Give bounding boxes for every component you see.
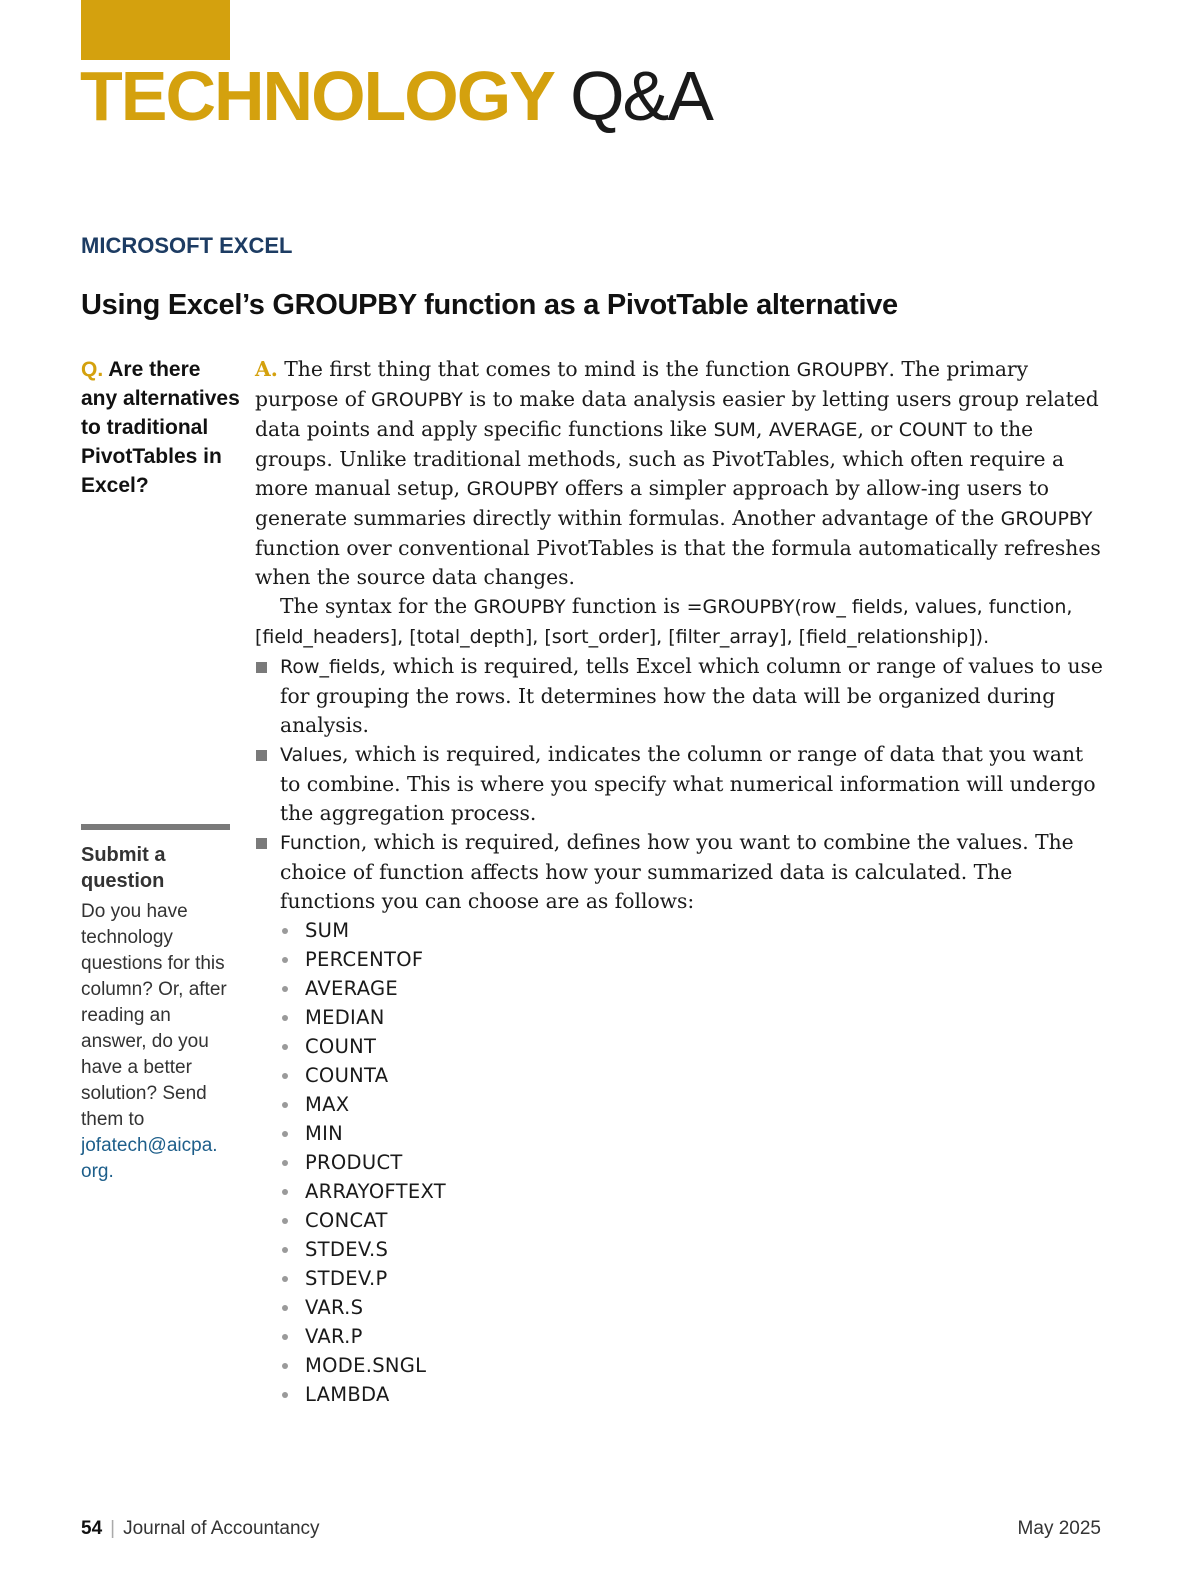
answer-marker: A. <box>255 357 278 381</box>
function-item <box>280 1293 1105 1322</box>
square-bullet-icon <box>256 838 267 849</box>
function-item <box>280 1003 1105 1032</box>
argument-item-values <box>255 740 1105 828</box>
issue-date: May 2025 <box>1017 1518 1101 1539</box>
syntax-formula: =GROUPBY(row_ fields, values, function, [field_headers], [total_depth], [sort_order], [filter_array], [field_relationship]). <box>255 596 1073 648</box>
argument-term: Row_fields <box>280 656 380 678</box>
bullet-dot-icon <box>282 1218 288 1224</box>
code-term: SUM <box>713 419 756 441</box>
argument-text: , which is required, tells Excel which column or range of values to use for grouping the rows. It determines how the data will be organized during analysis. <box>280 654 1103 737</box>
question-block <box>81 355 241 500</box>
bullet-dot-icon <box>282 986 288 992</box>
answer-p1-text: , or <box>857 417 899 441</box>
square-bullet-icon <box>256 662 267 673</box>
code-term: GROUPBY <box>1000 508 1093 530</box>
bullet-dot-icon <box>282 1334 288 1340</box>
function-item <box>280 1264 1105 1293</box>
masthead-word-technology: TECHNOLOGY <box>80 57 553 135</box>
sidebar-title: Submit a question <box>81 844 166 892</box>
question-text: Are there any alternatives to traditional PivotTables in Excel? <box>81 358 240 497</box>
function-name: STDEV.P <box>305 1267 388 1290</box>
function-name: MODE.SNGL <box>305 1354 427 1377</box>
syntax-intro-2: function is <box>565 594 687 618</box>
bullet-dot-icon <box>282 1160 288 1166</box>
function-item <box>280 945 1105 974</box>
function-name: CONCAT <box>305 1209 388 1232</box>
page-number: 54 <box>81 1518 103 1539</box>
argument-item-row-fields <box>255 652 1105 740</box>
answer-p1-text: is to make data analysis easier by letting users group related data points and apply specific functions like <box>255 387 1099 441</box>
function-name: SUM <box>305 919 350 942</box>
bullet-dot-icon <box>282 1363 288 1369</box>
bullet-dot-icon <box>282 928 288 934</box>
function-name: VAR.P <box>305 1325 363 1348</box>
argument-text: , which is required, defines how you want to combine the values. The choice of function affects how your summarized data is calculated. The functions you can choose are as follows: <box>280 830 1074 913</box>
function-item <box>280 1119 1105 1148</box>
function-item <box>280 1380 1105 1409</box>
answer-p1-text: function over conventional PivotTables is that the formula automatically refreshes when the source data changes. <box>255 536 1101 589</box>
bullet-dot-icon <box>282 1189 288 1195</box>
article-headline: Using Excel’s GROUPBY function as a PivotTable alternative <box>81 289 898 321</box>
function-name: MIN <box>305 1122 344 1145</box>
footer-separator: | <box>110 1518 116 1539</box>
answer-column <box>255 355 1105 1409</box>
code-term: GROUPBY <box>473 596 566 618</box>
answer-p1-text: The first thing that comes to mind is the function <box>284 357 797 381</box>
question-marker: Q. <box>81 358 104 381</box>
function-name: COUNTA <box>305 1064 389 1087</box>
square-bullet-icon <box>256 750 267 761</box>
argument-term: Function <box>280 832 361 854</box>
bullet-dot-icon <box>282 1276 288 1282</box>
function-item <box>280 1351 1105 1380</box>
function-name: VAR.S <box>305 1296 364 1319</box>
sidebar-divider <box>81 824 230 830</box>
argument-term: Values <box>280 744 343 766</box>
function-list <box>280 916 1105 1409</box>
code-term: GROUPBY <box>796 359 889 381</box>
sidebar-body <box>81 899 233 1185</box>
answer-p1-text: . The primary purpose of <box>255 357 1029 411</box>
function-item <box>280 1032 1105 1061</box>
bullet-dot-icon <box>282 1131 288 1137</box>
function-name: PRODUCT <box>305 1151 403 1174</box>
code-term: GROUPBY <box>466 478 559 500</box>
answer-p1-text: , <box>755 417 769 441</box>
journal-name: Journal of Accountancy <box>123 1518 320 1539</box>
code-term: COUNT <box>898 419 967 441</box>
function-item <box>280 1322 1105 1351</box>
bullet-dot-icon <box>282 1015 288 1021</box>
function-name: STDEV.S <box>305 1238 389 1261</box>
function-item <box>280 1090 1105 1119</box>
footer-left <box>81 1518 320 1540</box>
answer-p1-text: offers a simpler approach by allow-ing users to generate summaries directly within formulas. Another advantage of the <box>255 476 1049 530</box>
email-link[interactable]: jofatech@aicpa. org. <box>81 1135 218 1182</box>
function-name: MAX <box>305 1093 350 1116</box>
answer-paragraph-2 <box>255 592 1105 652</box>
function-item <box>280 1148 1105 1177</box>
bullet-dot-icon <box>282 1102 288 1108</box>
argument-text: , which is required, indicates the column or range of data that you want to combine. This is where you specify what numerical information will undergo the aggregation process. <box>280 742 1096 825</box>
answer-p1-text: to the groups. Unlike traditional methods, such as PivotTables, which often require a more manual setup, <box>255 417 1065 500</box>
masthead-title <box>80 56 712 136</box>
function-item <box>280 1206 1105 1235</box>
function-name: LAMBDA <box>305 1383 390 1406</box>
bullet-dot-icon <box>282 1073 288 1079</box>
function-item <box>280 974 1105 1003</box>
function-item <box>280 1235 1105 1264</box>
section-label: MICROSOFT EXCEL <box>81 233 293 258</box>
function-item <box>280 916 1105 945</box>
answer-paragraph-1 <box>255 355 1105 592</box>
function-name: PERCENTOF <box>305 948 424 971</box>
function-name: MEDIAN <box>305 1006 385 1029</box>
masthead-bar <box>81 0 230 60</box>
function-item <box>280 1061 1105 1090</box>
code-term: GROUPBY <box>370 389 463 411</box>
argument-item-function <box>255 828 1105 1409</box>
function-name: COUNT <box>305 1035 377 1058</box>
bullet-dot-icon <box>282 1392 288 1398</box>
bullet-dot-icon <box>282 1305 288 1311</box>
code-term: AVERAGE <box>768 419 858 441</box>
bullet-dot-icon <box>282 957 288 963</box>
bullet-dot-icon <box>282 1247 288 1253</box>
bullet-dot-icon <box>282 1044 288 1050</box>
masthead-word-qa: Q&A <box>570 57 712 135</box>
function-name: AVERAGE <box>305 977 399 1000</box>
function-item <box>280 1177 1105 1206</box>
syntax-intro: The syntax for the <box>280 594 474 618</box>
sidebar-text: Do you have technology questions for this column? Or, after reading an answer, do you have a better solution? Send them to <box>81 901 227 1130</box>
argument-list <box>255 652 1105 1409</box>
function-name: ARRAYOFTEXT <box>305 1180 446 1203</box>
